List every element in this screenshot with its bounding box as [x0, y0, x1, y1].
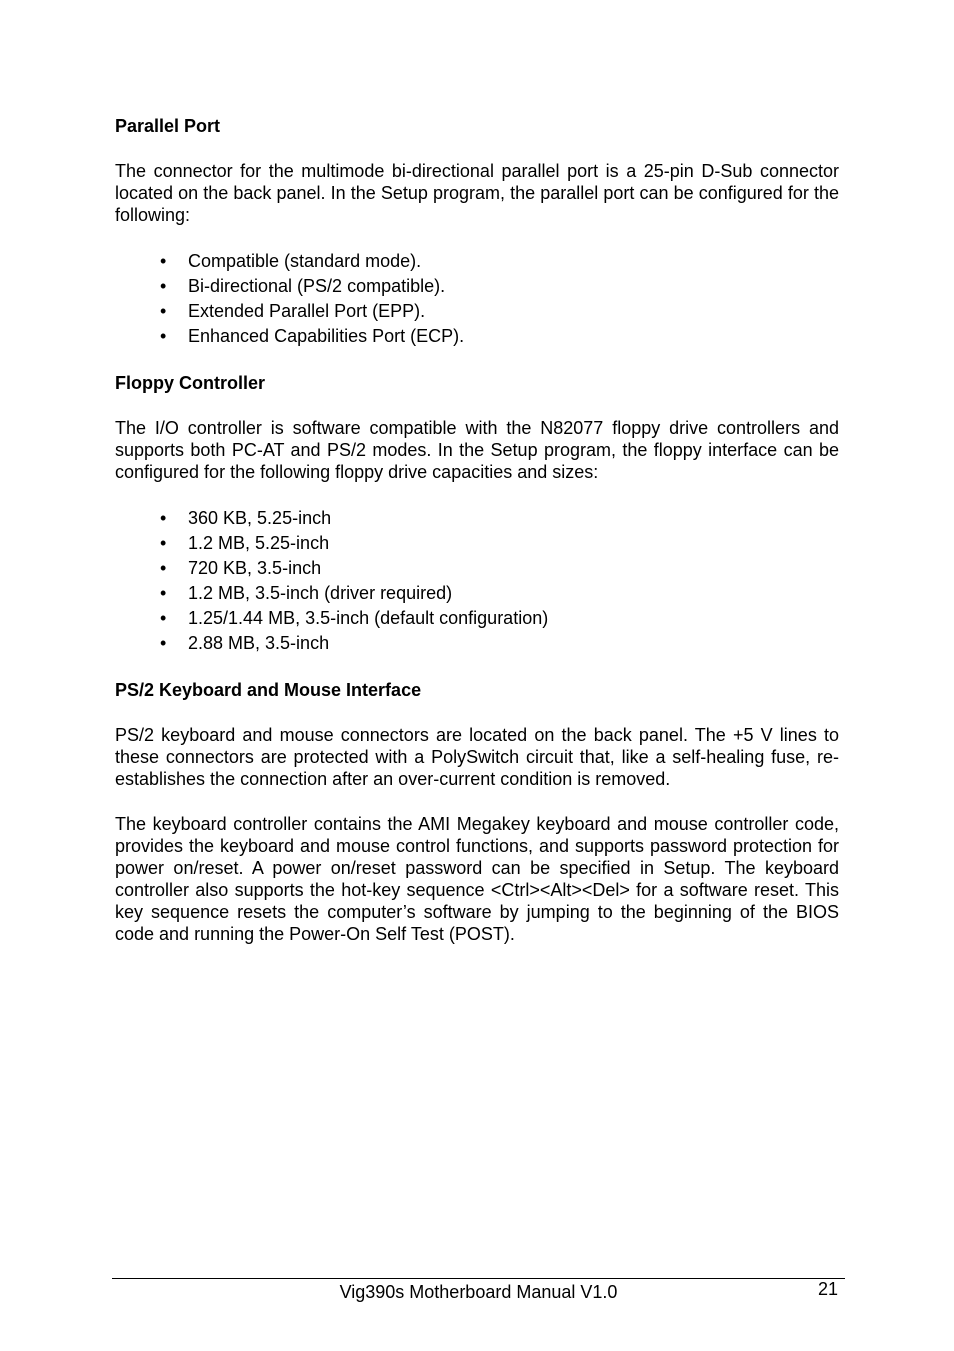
- section-ps2-interface: [115, 678, 839, 945]
- list-item: • Enhanced Capabilities Port (ECP).: [160, 324, 839, 349]
- section-paragraph: The I/O controller is software compatible with the N82077 floppy drive controllers and supports both PC-AT and PS/2 modes. In the Setup program, the floppy interface can be configured for the following floppy drive capacities and sizes:: [115, 418, 839, 482]
- section-floppy-controller: [115, 371, 839, 656]
- section-heading: Floppy Controller: [115, 373, 265, 393]
- bullet-icon: •: [160, 533, 167, 553]
- section-parallel-port: [115, 114, 839, 349]
- list-item: • Extended Parallel Port (EPP).: [160, 299, 839, 324]
- bullet-icon: •: [160, 608, 167, 628]
- section-heading: Parallel Port: [115, 116, 221, 136]
- list-item: • Compatible (standard mode).: [160, 249, 839, 274]
- document-body: [115, 114, 839, 968]
- list-item: • 360 KB, 5.25-inch: [160, 506, 839, 531]
- bullet-list: [115, 506, 839, 656]
- bullet-icon: •: [160, 508, 167, 528]
- bullet-icon: •: [160, 301, 167, 321]
- section-heading: PS/2 Keyboard and Mouse Interface: [115, 680, 422, 700]
- list-item: • 1.2 MB, 5.25-inch: [160, 531, 839, 556]
- footer-title: Vig390s Motherboard Manual V1.0: [339, 1282, 618, 1302]
- bullet-icon: •: [160, 276, 167, 296]
- list-item: • 1.2 MB, 3.5-inch (driver required): [160, 581, 839, 606]
- section-paragraph: The connector for the multimode bi-directional parallel port is a 25-pin D-Sub connector located on the back panel. In the Setup program, the parallel port can be configured for the following:: [115, 161, 839, 225]
- section-paragraph: PS/2 keyboard and mouse connectors are located on the back panel. The +5 V lines to these connectors are protected with a PolySwitch circuit that, like a self-healing fuse, re-establishes the connection after an over-current condition is removed.: [115, 725, 839, 789]
- bullet-list: [115, 249, 839, 349]
- list-item: • Bi-directional (PS/2 compatible).: [160, 274, 839, 299]
- list-item: • 720 KB, 3.5-inch: [160, 556, 839, 581]
- list-item: • 1.25/1.44 MB, 3.5-inch (default configuration): [160, 606, 839, 631]
- bullet-icon: •: [160, 583, 167, 603]
- section-paragraph: The keyboard controller contains the AMI Megakey keyboard and mouse controller code, provides the keyboard and mouse control functions, and supports password protection for power on/reset. A power on/reset password can be specified in Setup. The keyboard controller also supports the hot-key sequence <Ctrl><Alt><Del> for a software reset. This key sequence resets the computer’s software by jumping to the beginning of the BIOS code and running the Power-On Self Test (POST).: [115, 814, 839, 944]
- bullet-icon: •: [160, 251, 167, 271]
- page-number: 21: [818, 1279, 839, 1299]
- footer-divider: [112, 1278, 845, 1279]
- list-item: • 2.88 MB, 3.5-inch: [160, 631, 839, 656]
- bullet-icon: •: [160, 633, 167, 653]
- bullet-icon: •: [160, 326, 167, 346]
- bullet-icon: •: [160, 558, 167, 578]
